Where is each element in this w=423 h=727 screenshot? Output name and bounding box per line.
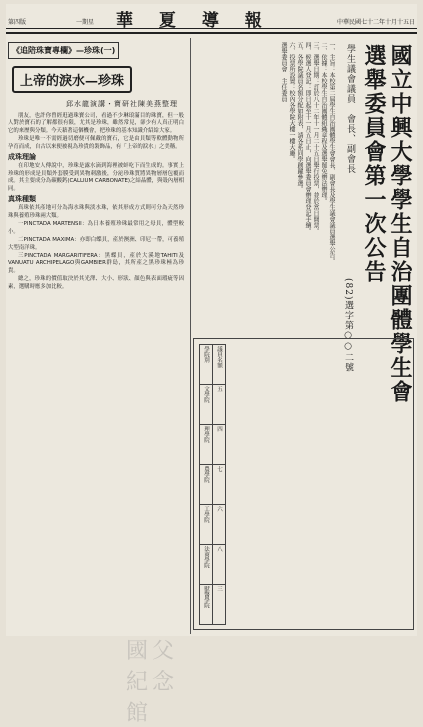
table-cell: 七 (213, 465, 226, 505)
announcement-title-line: 國立中興大學學生自治團體學生會 (387, 44, 413, 404)
body-line: 四、候選人登記：即日起至十一月五日止，向選舉委員會辦理登記手續。 (304, 42, 311, 234)
body-line: 六、投票所設置：校內各學院大樓一樓大廳。 (288, 42, 295, 162)
table-row (200, 505, 226, 545)
details-box (193, 338, 414, 630)
article-byline: 邱水龍演講・寶研社陳美燕整理 (66, 100, 178, 108)
table-cell: 八 (213, 545, 226, 585)
document-number: (82)選字第○○二號 (343, 278, 353, 373)
section-heading: 真珠種類 (8, 195, 36, 204)
officials-list: 學生議會議員 會長、副會長 (345, 44, 355, 174)
announcement-body (279, 42, 335, 332)
pearl-article (8, 38, 184, 726)
table-cell: 四 (213, 425, 226, 465)
table-row (200, 425, 226, 465)
paragraph: 總之，珍珠的價值取決於其光澤、大小、形狀、顏色與表面瑕疵等因素，選購時應多加比較。 (8, 276, 184, 290)
species-item: 二PINCTADA MAXIMA：亦即白蝶貝，產於澳洲、印尼一帶，可養殖大型南洋珠。 (8, 237, 184, 251)
table-cell: 獸醫學院 (200, 585, 213, 625)
paragraph: 珍珠是唯一不需經過切磨便可佩戴的寶石，它是由貝類等軟體動物所孕育而成，自古以來便被視為珍貴的裝飾品，有「上帝的淚水」之美稱。 (8, 136, 184, 150)
issue-number: 第四版 (8, 19, 27, 26)
paragraph: 在印地安人傳說中，珍珠是露水滴到海裡被蚌吃下而生成的。事實上珍珠的形成是貝類外套膜受到異物刺激後，分泌珍珠質將異物層層包覆而成。其主要成分為碳酸鈣(CALLIUM CARBONATE)之結晶體，與殼內層相同。 (8, 163, 184, 192)
masthead-rule (6, 28, 417, 29)
table-cell: 理學院 (200, 425, 213, 465)
election-announcement (190, 38, 415, 634)
signoff: 選舉委員會 主任委員 (280, 42, 287, 102)
section-heading: 成珠理論 (8, 153, 36, 162)
archive-watermark: 國父紀念館 (126, 639, 179, 726)
body-line: 五、各學院議員名額分配如附表，請各系同學踴躍參選。 (296, 42, 303, 192)
table-cell: 五 (213, 385, 226, 425)
table-cell: 法商學院 (200, 545, 213, 585)
table-cell: 工學院 (200, 505, 213, 545)
seat-table (199, 344, 226, 625)
species-item: 一PINCTADA MARTENSII：為日本養殖珍珠最常用之母貝，體型較小。 (8, 221, 184, 235)
paragraph: 真珠依其產地可分為海水珠與淡水珠，依其形成方式則可分為天然珍珠與養殖珍珠兩大類。 (8, 205, 184, 219)
table-row (200, 545, 226, 585)
publication-date: 中華民國七十二年十月十五日 (336, 19, 415, 26)
table-cell: 六 (213, 505, 226, 545)
table-row (200, 465, 226, 505)
body-line: 三、選舉日期：訂於八十二年十一月二十五日舉行投票，並於當日開票。 (312, 42, 319, 234)
column-tag: 《追陪珠寶專欄》—珍珠(一) (8, 42, 119, 59)
article-title: 上帝的淚水—珍珠 (12, 66, 132, 93)
table-header: 議員名額 (213, 345, 226, 385)
newspaper-title: 華 夏 導 報 (116, 11, 272, 31)
species-item: 三PINCTADA MARGARITIFERA：黑蝶貝，產於大溪地TAHITI及VANUATU ARCHIPELAGO與GAMBIER群島，其所產之黑珍珠極為珍貴。 (8, 252, 184, 274)
table-row (200, 585, 226, 625)
body-line: 一、主旨：本校第二屆學生自治團體學生會會長、副會長及學生議會議員選舉公告。 (328, 42, 335, 264)
announcement-title-line: 選舉委員會第一次公告 (361, 44, 387, 284)
article-body (8, 113, 184, 291)
table-row (200, 385, 226, 425)
table-header: 學院別 (200, 345, 213, 385)
body-line: 二、依據：本校學生自治團體組織章程及選舉罷免辦法辦理。 (320, 42, 327, 204)
paragraph: 朋友，也許你曾經逛過珠寶公司，看過不少琳琅滿目的珠寶，但一般人對於寶石的了解都很有限，尤其是珍珠，雖然常見，卻少有人真正明白它的來歷與分類。今天藉著這個機會，把珍珠的基本知識介紹給大家。 (8, 113, 184, 134)
table-cell: 三 (213, 585, 226, 625)
table-cell: 農學院 (200, 465, 213, 505)
weekday-label: 一期星 (76, 19, 95, 26)
newspaper-page (6, 4, 417, 726)
table-header-row (200, 345, 226, 385)
table-cell: 文學院 (200, 385, 213, 425)
masthead (6, 4, 417, 34)
